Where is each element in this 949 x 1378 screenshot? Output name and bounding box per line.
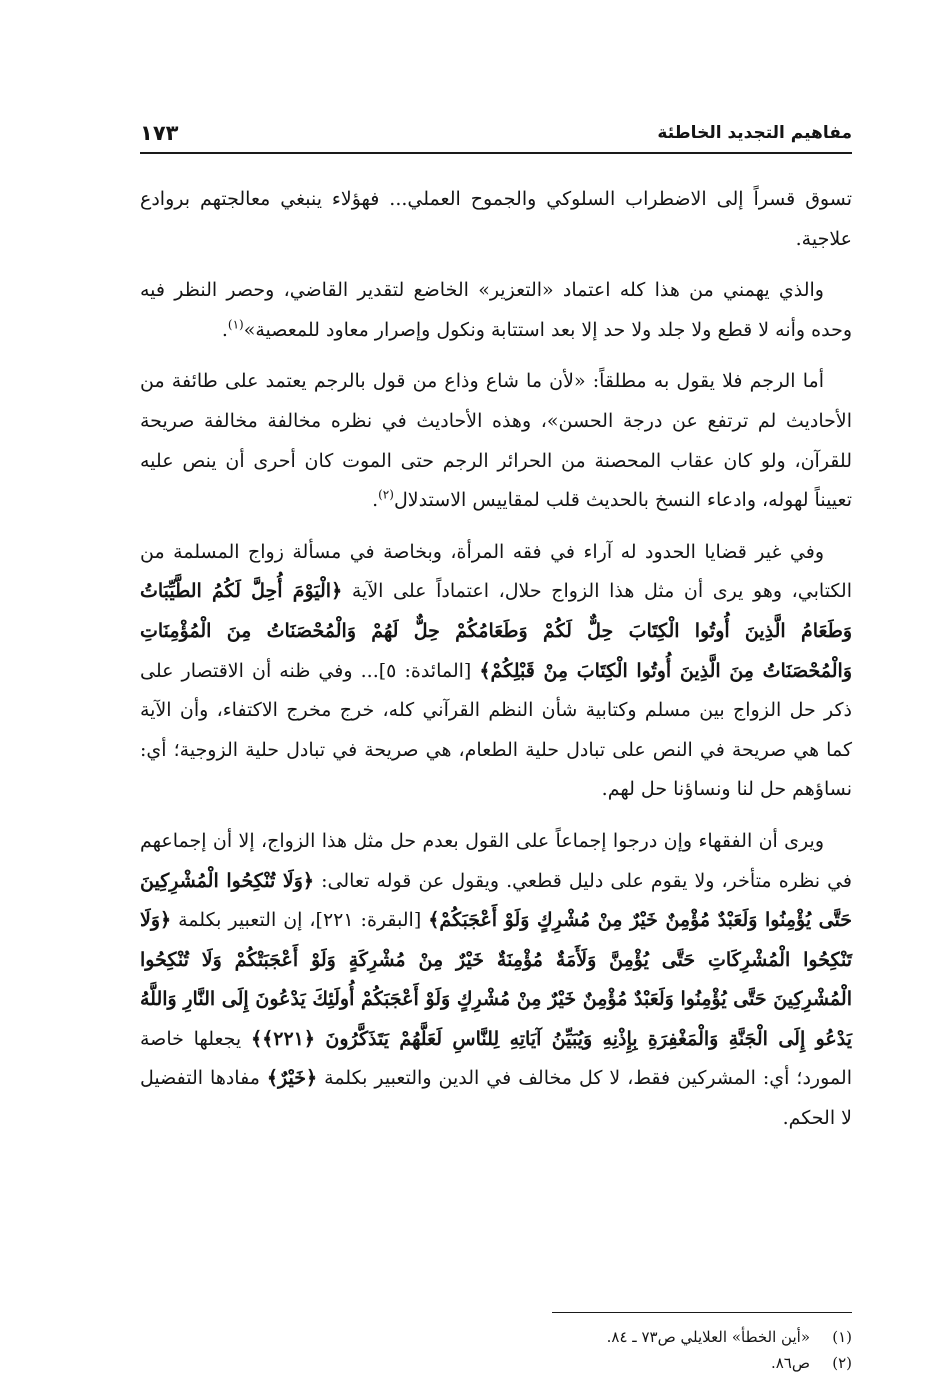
footnotes (140, 1326, 852, 1378)
running-title: مفاهيم التجديد الخاطئة (657, 123, 852, 143)
paragraph-3: أما الرجم فلا يقول به مطلقاً: «لأن ما شاع وذاع من قول بالرجم يعتمد على طائفة من الأحاديث لم ترتفع عن درجة الحسن»، وهذه الأحاديث في نظره مخالفة مخالفة صريحة للقرآن، ولو كان عقاب المحصنة من الحرائر الرجم حتى الموت كان أحرى أن ينص عليه تعييناً لهوله، وادعاء النسخ بالحديث قلب لمقاييس الاستدلال$^{(٢)}$. (140, 370, 852, 512)
footnote-ref-1[interactable]: (١) (227, 317, 244, 332)
paragraph-1: تسوق قسراً إلى الاضطراب السلوكي والجموح العملي... فهؤلاء ينبغي معالجتهم بروادع علاجية. (140, 188, 852, 250)
paragraph-2: والذي يهمني من هذا كله اعتماد «التعزير» الخاضع لتقدير القاضي، وحصر النظر فيه وحده وأنه لا قطع ولا جلد ولا حد إلا بعد استتابة ونكول وإصرار معاود للمعصية»$^{(١)}$. (140, 279, 852, 341)
quran-verse-baqarah-221-a: ﴿وَلَا تُنْكِحُوا الْمُشْرِكِينَ حَتَّى يُؤْمِنُوا وَلَعَبْدٌ مُؤْمِنٌ خَيْرٌ مِنْ مُشْرِكٍ وَلَوْ أَعْجَبَكُمْ﴾ (140, 869, 852, 932)
paragraph-5: ويرى أن الفقهاء وإن درجوا إجماعاً على القول بعدم حل مثل هذا الزواج، إلا أن إجماعهم في نظره متأخر، ولا يقوم على دليل قطعي. ويقول عن قوله تعالى: ﴿وَلَا تُنْكِحُوا الْمُشْرِكِينَ حَتَّى يُؤْمِنُوا وَلَعَبْدٌ مُؤْمِنٌ خَيْرٌ مِنْ مُشْرِكٍ وَلَوْ أَعْجَبَكُمْ﴾ [البقرة: ٢٢١]، إن التعبير بكلمة ﴿وَلَا تَنْكِحُوا الْمُشْرِكَاتِ حَتَّى يُؤْمِنَّ وَلَأَمَةٌ مُؤْمِنَةٌ خَيْرٌ مِنْ مُشْرِكَةٍ وَلَوْ أَعْجَبَتْكُمْ وَلَا تُنْكِحُوا الْمُشْرِكِينَ حَتَّى يُؤْمِنُوا وَلَعَبْدٌ مُؤْمِنٌ خَيْرٌ مِنْ مُشْرِكٍ وَلَوْ أَعْجَبَكُمْ أُولَئِكَ يَدْعُونَ إِلَى النَّارِ وَاللَّهُ يَدْعُو إِلَى الْجَنَّةِ وَالْمَغْفِرَةِ بِإِذْنِهِ وَيُبَيِّنُ آيَاتِهِ لِلنَّاسِ لَعَلَّهُمْ يَتَذَكَّرُونَ ﴿٢٢١﴾﴾ يجعلها خاصة المورد؛ أي: المشركين فقط، لا كل مخالف في الدين والتعبير بكلمة ﴿خَيْرٌ﴾ مفادها التفضيل لا الحكم. (140, 829, 853, 1130)
footnote-1 (140, 1326, 852, 1348)
footnote-number: (٢) (832, 1354, 852, 1372)
page-number: ١٧٣ (140, 121, 179, 145)
quran-word-khayr: ﴿خَيْرٌ﴾ (266, 1067, 318, 1090)
main-text (140, 180, 852, 1151)
footnote-text: ص٨٦. (770, 1354, 810, 1372)
footnote-number: (١) (832, 1328, 852, 1346)
footnote-2 (140, 1352, 852, 1374)
quran-verse-maidah-5: ﴿الْيَوْمَ أُحِلَّ لَكُمُ الطَّيِّبَاتُ وَطَعَامُ الَّذِينَ أُوتُوا الْكِتَابَ حِلٌّ لَكُمْ وَطَعَامُكُمْ حِلٌّ لَهُمْ وَالْمُحْصَنَاتُ مِنَ الْمُؤْمِنَاتِ وَالْمُحْصَنَاتُ مِنَ الَّذِينَ أُوتُوا الْكِتَابَ مِنْ قَبْلِكُمْ﴾ (140, 580, 852, 682)
paragraph-4: وفي غير قضايا الحدود له آراء في فقه المرأة، وبخاصة في مسألة زواج المسلمة من الكتابي، وهو يرى أن مثل هذا الزواج حلال، اعتماداً على الآية ﴿الْيَوْمَ أُحِلَّ لَكُمُ الطَّيِّبَاتُ وَطَعَامُ الَّذِينَ أُوتُوا الْكِتَابَ حِلٌّ لَكُمْ وَطَعَامُكُمْ حِلٌّ لَهُمْ وَالْمُحْصَنَاتُ مِنَ الْمُؤْمِنَاتِ وَالْمُحْصَنَاتُ مِنَ الَّذِينَ أُوتُوا الْكِتَابَ مِنْ قَبْلِكُمْ﴾ [المائدة: ٥]... وفي ظنه أن الاقتصار على ذكر حل الزواج بين مسلم وكتابية شأن النظم القرآني كله، خرج مخرج الاكتفاء، وأن الآية كما هي صريحة في النص على تبادل حلية الطعام، هي صريحة في تبادل حلية الزوجية؛ أي: نساؤهم حل لنا ونساؤنا حل لهم. (140, 540, 852, 801)
running-head (140, 114, 852, 154)
quran-verse-baqarah-221-b: ﴿وَلَا تَنْكِحُوا الْمُشْرِكَاتِ حَتَّى يُؤْمِنَّ وَلَأَمَةٌ مُؤْمِنَةٌ خَيْرٌ مِنْ مُشْرِكَةٍ وَلَوْ أَعْجَبَتْكُمْ وَلَا تُنْكِحُوا الْمُشْرِكِينَ حَتَّى يُؤْمِنُوا وَلَعَبْدٌ مُؤْمِنٌ خَيْرٌ مِنْ مُشْرِكٍ وَلَوْ أَعْجَبَكُمْ أُولَئِكَ يَدْعُونَ إِلَى النَّارِ وَاللَّهُ يَدْعُو إِلَى الْجَنَّةِ وَالْمَغْفِرَةِ بِإِذْنِهِ وَيُبَيِّنُ آيَاتِهِ لِلنَّاسِ لَعَلَّهُمْ يَتَذَكَّرُونَ ﴿٢٢١﴾﴾ (140, 909, 853, 1050)
footnote-ref-2[interactable]: (٢) (378, 487, 394, 502)
footnote-divider (552, 1312, 852, 1313)
footnote-text: «أين الخطأ» العلايلي ص٧٣ ـ ٨٤. (606, 1328, 810, 1346)
